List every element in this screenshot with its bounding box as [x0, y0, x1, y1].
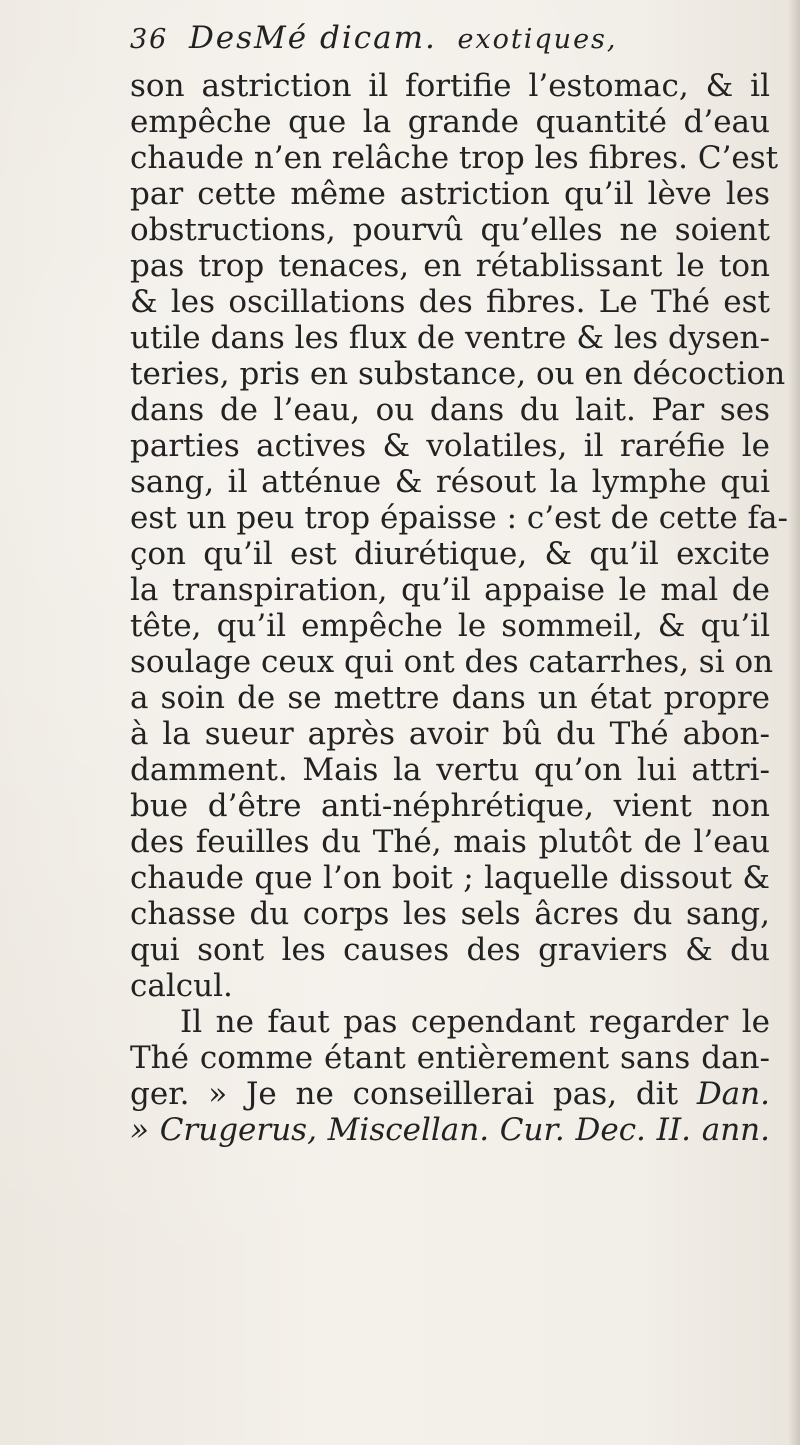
text-line: tête, qu’il empêche le sommeil, & qu’il	[130, 608, 770, 644]
header-title-part1: DesMé dicam.	[188, 20, 437, 56]
text-line: son astriction il fortifie l’estomac, & il	[130, 68, 770, 104]
text-line: a soin de se mettre dans un état propre	[130, 680, 770, 716]
page-number: 36	[130, 24, 169, 55]
text-line: damment. Mais la vertu qu’on lui attri-	[130, 752, 770, 788]
text-line: qui sont les causes des graviers & du	[130, 932, 770, 968]
text-line: & les oscillations des fibres. Le Thé est	[130, 284, 770, 320]
text-line: çon qu’il est diurétique, & qu’il excite	[130, 536, 770, 572]
body-text	[130, 68, 788, 1148]
text-line: sang, il atténue & résout la lymphe qui	[130, 464, 770, 500]
paragraph2-line1: Il ne faut pas cependant regarder le	[180, 1004, 770, 1040]
text-line: soulage ceux qui ont des catarrhes, si on	[130, 644, 774, 680]
paragraph2-line4: » Crugerus, Miscellan. Cur. Dec. II. ann.	[130, 1112, 770, 1148]
text-line: obstructions, pourvû qu’elles ne soient	[130, 212, 770, 248]
header-title-part2: exotiques,	[457, 24, 618, 55]
paragraph2-line3-start: ger. » Je ne conseillerai pas, dit	[130, 1076, 679, 1112]
text-line: par cette même astriction qu’il lève les	[130, 176, 770, 212]
running-header	[130, 20, 770, 70]
text-line: à la sueur après avoir bû du Thé abon-	[130, 716, 770, 752]
text-line: teries, pris en substance, ou en décoction	[130, 356, 786, 392]
paragraph2-line3-italic: Dan.	[696, 1076, 770, 1112]
text-line: parties actives & volatiles, il raréfie le	[130, 428, 770, 464]
text-line: calcul.	[130, 968, 233, 1004]
text-line: dans de l’eau, ou dans du lait. Par ses	[130, 392, 770, 428]
text-line: pas trop tenaces, en rétablissant le ton	[130, 248, 770, 284]
text-line: chaude n’en relâche trop les fibres. C’est	[130, 140, 779, 176]
text-line: chasse du corps les sels âcres du sang,	[130, 896, 770, 932]
text-line: la transpiration, qu’il appaise le mal de	[130, 572, 770, 608]
text-line: chaude que l’on boit ; laquelle dissout &	[130, 860, 770, 896]
paragraph2-line2: Thé comme étant entièrement sans dan-	[130, 1040, 770, 1076]
text-line: utile dans les flux de ventre & les dysen-	[130, 320, 770, 356]
text-line: est un peu trop épaisse : c’est de cette fa-	[130, 500, 788, 536]
page-edge-shadow	[788, 0, 800, 1445]
paragraph2-line3	[130, 1076, 770, 1112]
text-line: des feuilles du Thé, mais plutôt de l’eau	[130, 824, 770, 860]
text-line: bue d’être anti-néphrétique, vient non	[130, 788, 770, 824]
text-line: empêche que la grande quantité d’eau	[130, 104, 770, 140]
